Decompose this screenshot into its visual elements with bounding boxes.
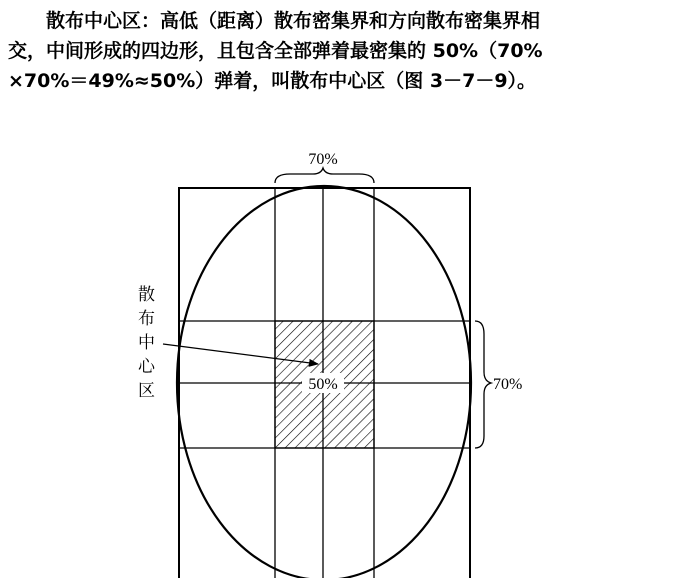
side-label-char-2: 布 — [138, 309, 155, 329]
right-brace — [475, 321, 491, 448]
top-width-label: 70% — [308, 151, 338, 168]
right-height-label: 70% — [493, 376, 523, 393]
side-label-char-3: 中 — [138, 333, 155, 353]
paragraph-line-3: ×70%＝49%≈50%）弹着，叫散布中心区（图 3－7－9）。 — [8, 70, 537, 92]
center-percent-label: 50% — [308, 376, 338, 393]
paragraph-line-1: 散布中心区：高低（距离）散布密集界和方向散布密集界相 — [46, 10, 541, 32]
top-brace — [275, 168, 374, 183]
side-label-char-4: 心 — [138, 357, 155, 377]
paragraph-line-2: 交，中间形成的四边形，且包含全部弹着最密集的 50%（70% — [8, 40, 543, 62]
side-label-char-1: 散 — [138, 285, 155, 305]
side-label-char-5: 区 — [138, 381, 155, 401]
